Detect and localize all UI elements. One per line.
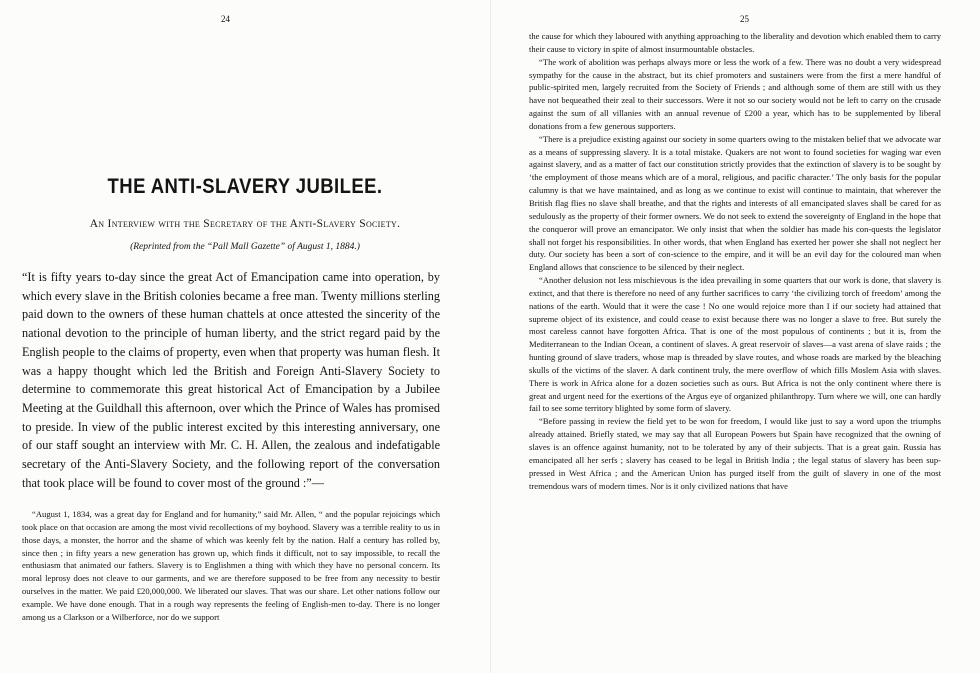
paragraph: “The work of abolition was perhaps always more or less the work of a few. There was no doubt a very widespread sympathy for the cause in the abstract, but its chief promoters and sustainers were from the first a mere handful of public-spirited men, largely recruited from the Society of Friends ; and although some of them are still with us they have not bequeathed their zeal to their successors. Were it not so our society would not be left to carry on the crusade against the sum of all villanies with an annual revenue of £200 a year, which has to be supplemented by liberal donations from a few generous supporters. [529, 56, 941, 131]
reprint-note [22, 242, 468, 252]
reprint-note-text: (Reprinted from the “Pall Mall Gazette” of August 1, 1884.) [130, 242, 360, 252]
page-number: 25 [740, 14, 749, 24]
text-column [529, 30, 941, 492]
intro-paragraph: “It is fifty years to-day since the great Act of Emancipation came into operation, by which every slave in the British colonies became a free man. Twenty millions sterling paid down to the owners of these human chattels at once attested the sincerity of the national devotion to the principle of human liberty, and the strict regard paid by the English people to the claims of property, even when that property was human flesh. It was a happy thought which led the British and Foreign Anti-Slavery Society to determine to commemorate this great historical Act of Emancipation by a Jubilee Meeting at the Guildhall this afternoon, over which the Prince of Wales has promised to preside. In view of the public interest excited by this interesting anniversary, one of our staff sought an interview with Mr. C. H. Allen, the zealous and indefatigable secretary of the Anti-Slavery Society, and the following report of the conversation that took place will be found to cover most of the ground :”— [22, 270, 440, 490]
page-number: 24 [221, 14, 230, 24]
article-subtitle: An Interview with the Secretary of the Anti-Slavery Society. [89, 218, 401, 230]
right-page [490, 0, 980, 673]
body-paragraph: “August 1, 1834, was a great day for England and for humanity,” said Mr. Allen, “ and the popular rejoicings which took place on that occasion are among the most vivid recollections of my boyhood. Slavery was a terrible reality to us in those days, a monster, the horror and the shame of which was keenly felt by the nation. Half a century has rolled by, since then ; in fifty years a new generation has grown up, which finds it difficult, not to say impossible, to recall the enthusiasm that animated our fathers. Slavery is to Englishmen a thing with which they have no personal concern. Its moral leprosy does not cleave to our garments, and we are therefore supposed to be free from any necessity to bestir ourselves in the matter. We paid £20,000,000. We liberated our slaves. That was our share. Let other nations follow our example. We have done enough. That in a rough way represents the feeling of English-men to-day. There is no longer among us a Clarkson or a Wilberforce, nor do we support [22, 509, 440, 622]
paragraph: “Another delusion not less mischievous is the idea prevailing in some quarters that our work is done, that slavery is extinct, and that there is therefore no need of any further sacrifices to carry ‘the civilizing torch of freedom’ among the nations of the earth. Would that it were the case ! No one would rejoice more than I if our society had attained that supreme object of its existence, and could cease to exist because there was no longer a slave to free. But surely the most careless cannot have forgotten Africa. That is one of the most populous of continents ; but it is, from the Mediterranean to the Indian Ocean, a continent of slaves. A great reservoir of slaves—a vast arena of slave raids ; the hunting ground of slave traders, whose map is threaded by slave routes, and whose roads are marked by the bleaching skulls of the victims of the slaver. A dark continent truly, the mere overflow of which fills Moslem Asia with slaves. There is work in Africa alone for a dozen societies such as ours. But Africa is not the only continent where there is great and urgent need for the exertions of the Argus eye of organized philanthropy. Turn where we will, one can hardly fail to see some territory blighted by some form of slavery. [529, 275, 941, 414]
paragraph: “Before passing in review the field yet to be won for freedom, I would like just to say a word upon the triumphs already attained. Briefly stated, we may say that all European Powers but Spain have recognized that the owning of slaves is an offence against humanity, not to be tolerated by any of their subjects. That is a great gain. Russia has emancipated all her serfs ; slavery has ceased to be legal in British India ; the legal status of slavery has been sup-pressed in West Africa ; and the American Union has purged itself from the guilt of slavery in one of the most tremendous wars of modern times. Nor is it only civilized nations that have [529, 416, 941, 491]
article-title: THE ANTI-SLAVERY JUBILEE. [107, 175, 383, 198]
paragraph: “There is a prejudice existing against our society in some quarters owing to the mistaken belief that we advocate war as a means of suppressing slavery. It is a total mistake. Quakers are not wont to found societies for waging war even against slavery, and as a matter of fact our constitution strictly provides that the extinction of slavery is to be sought by ‘the employment of those means which are of a moral, religious, and pacific character.’ The only basis for the popular calumny is that we have maintained, and as long as we continue to exist will continue to maintain, that wherever the British flag flies no slave shall breathe, and that the rights and interests of all emancipated slaves shall be cared for as sedulously as the property of their former owners. We do not seek to extend the sovereignty of England in the hope that the conqueror will prove an emancipator. We only insist that when the soldier has made his con-quests the legislator shall not forget his responsibilities. In other words, that when England has exerted her power she shall not neglect her duty. Our society has been a sort of con-science to the empire, and it will be an evil day for the coloured man when England allows that conscience to be silenced by their neglect. [529, 133, 941, 273]
paragraph: the cause for which they laboured with anything approaching to the liberality and devotion which enabled them to carry their cause to victory in spite of almost insurmountable obstacles. [529, 31, 941, 54]
